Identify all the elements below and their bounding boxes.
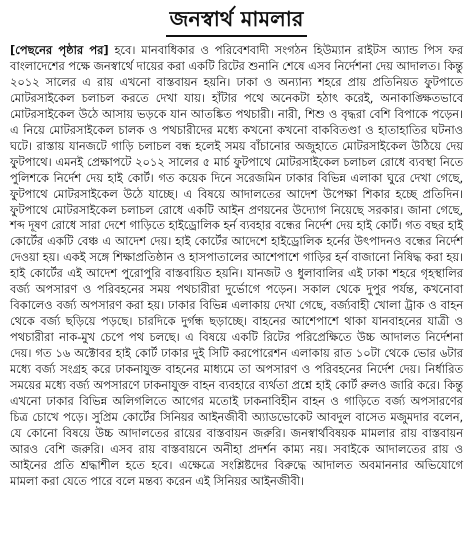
continuation-tag: [পেছনের পৃষ্ঠার পর] (10, 43, 109, 57)
article-text: হবে। মানবাধিকার ও পরিবেশবাদী সংগঠন হিউম্যান রাইটস অ্যান্ড পিস ফর বাংলাদেশের পক্ষে জনস্বার্থে দায়ের করা একটি রিটের শুনানি শেষে এসব নির্দেশনা দেয় আদালত। কিন্তু ২০১২ সালের এ রায় এখনো বাস্তবায়ন হয়নি। ঢাকা ও অন্যান্য শহরে প্রায় প্রতিনিয়ত ফুটপাতে মোটরসাইকেল চলাচল করতে দেখা যায়। হাঁটার পথে অনেকটা হঠাৎ করেই, অনাকাঙ্ক্ষিতভাবে মোটরসাইকেল উঠে আসায় ভড়কে যান আতঙ্কিত পথচারী। নারী, শিশু ও বৃদ্ধরা বেশি বিপাকে পড়েন। এ নিয়ে মোটরসাইকেল চালক ও পথচারীদের মধ্যে কখনো কখনো বাকবিতণ্ডা ও হাতাহাতির ঘটনাও ঘটে। রাস্তায় যানজটে গাড়ি চলাচল বন্ধ হলেই সময় বাঁচানোর অজুহাতে মোটরসাইকেল উঠিয়ে দেয় ফুটপাথে। এমনই প্রেক্ষাপটে ২০১২ সালের ৫ মার্চ ফুটপাথে মোটরসাইকেল চলাচল রোধে ব্যবস্থা নিতে পুলিশকে নির্দেশ দেয় হাই কোর্ট। গত কয়েক দিনে সরেজমিন ঢাকার বিভিন্ন এলাকা ঘুরে দেখা গেছে, ফুটপাথে মোটরসাইকেল উঠে যাচ্ছে। এ বিষয়ে আদালতের আদেশ উপেক্ষা শিকার হচ্ছে প্রতিদিন। ফুটপাথে মোটরসাইকেল চলাচল রোধে একটি আইন প্রণয়নের উদ্যোগ নিয়েছে সরকার। জানা গেছে, শব্দ দূষণ রোধে সারা দেশে গাড়িতে হাইড্রোলিক হর্ন ব্যবহার বন্ধের নির্দেশ দেয় হাই কোর্ট। গত বছর হাই কোর্টের একটি বেঞ্চ এ আদেশ দেয়। হাই কোর্টের আদেশে হাইড্রোলিক হর্নের উৎপাদনও বন্ধের নির্দেশ দেওয়া হয়। একই সঙ্গে শিক্ষাপ্রতিষ্ঠান ও হাসপাতালের আশেপাশে গাড়ির হর্ন বাজানো নিষিদ্ধ করা হয়। হাই কোর্টের এই আদেশ পুরোপুরি বাস্তবায়িত হয়নি। যানজট ও ধুলাবালির এই ঢাকা শহরে গৃহস্থালির বর্জ্য অপসারণ ও পরিবহনের সময় পথচারীরা দুর্ভোগে পড়েন। সকাল থেকে দুপুর পর্যন্ত, কখনোবা বিকালেও বর্জ্য অপসারণ করা হয়। ঢাকার বিভিন্ন এলাকায় দেখা গেছে, বর্জ্যবাহী খোলা ট্রাক ও বাহন থেকে বর্জ্য ছড়িয়ে পড়ছে। চারদিকে দুর্গন্ধ ছড়াচ্ছে। বাহনের আশেপাশে থাকা যানবাহনের যাত্রী ও পথচারীরা নাক-মুখ চেপে পথ চলছে। এ বিষয়ে একটি রিটের পরিপ্রেক্ষিতে উচ্চ আদালত নির্দেশনা দেয়। গত ১৬ অক্টোবর হাই কোর্ট ঢাকার দুই সিটি করপোরেশন এলাকায় রাত ১০টা থেকে ভোর ৬টার মধ্যে বর্জ্য সংগ্রহ করে ঢাকনাযুক্ত বাহনের মাধ্যমে তা অপসারণ ও পরিবহনের নির্দেশ দেয়। নির্ধারিত সময়ের মধ্যে বর্জ্য অপসারণে ঢাকনাযুক্ত বাহন ব্যবহারে ব্যর্থতা প্রশ্নে হাই কোর্ট রুলও জারি করে। কিন্তু এখনো ঢাকার বিভিন্ন অলিগলিতে আগের মতোই ঢাকনাবিহীন বাহন ও গাড়িতে বর্জ্য অপসারণের চিত্র চোখে পড়ে। সুপ্রিম কোর্টের সিনিয়র আইনজীবী অ্যাডভোকেট আবদুল বাসেত মজুমদার বলেন, যে কোনো বিষয়ে উচ্চ আদালতের রায়ের বাস্তবায়ন জরুরি। জনস্বার্থবিষয়ক মামলার রায় বাস্তবায়ন আরও বেশি জরুরি। এসব রায় বাস্তবায়নে অনীহা প্রদর্শন কাম্য নয়। সবাইকে আদালতের রায় ও আইনের প্রতি শ্রদ্ধাশীল হতে হবে। এক্ষেত্রে সংশ্লিষ্টদের বিরুদ্ধে আদালত অবমাননার অভিযোগে মামলা করা যেতে পারে বলে মন্তব্য করেন এই সিনিয়র আইনজীবী। (10, 43, 463, 488)
article-body (10, 43, 463, 490)
headline: জনস্বার্থ মামলার (166, 4, 308, 37)
headline-container (10, 4, 463, 37)
